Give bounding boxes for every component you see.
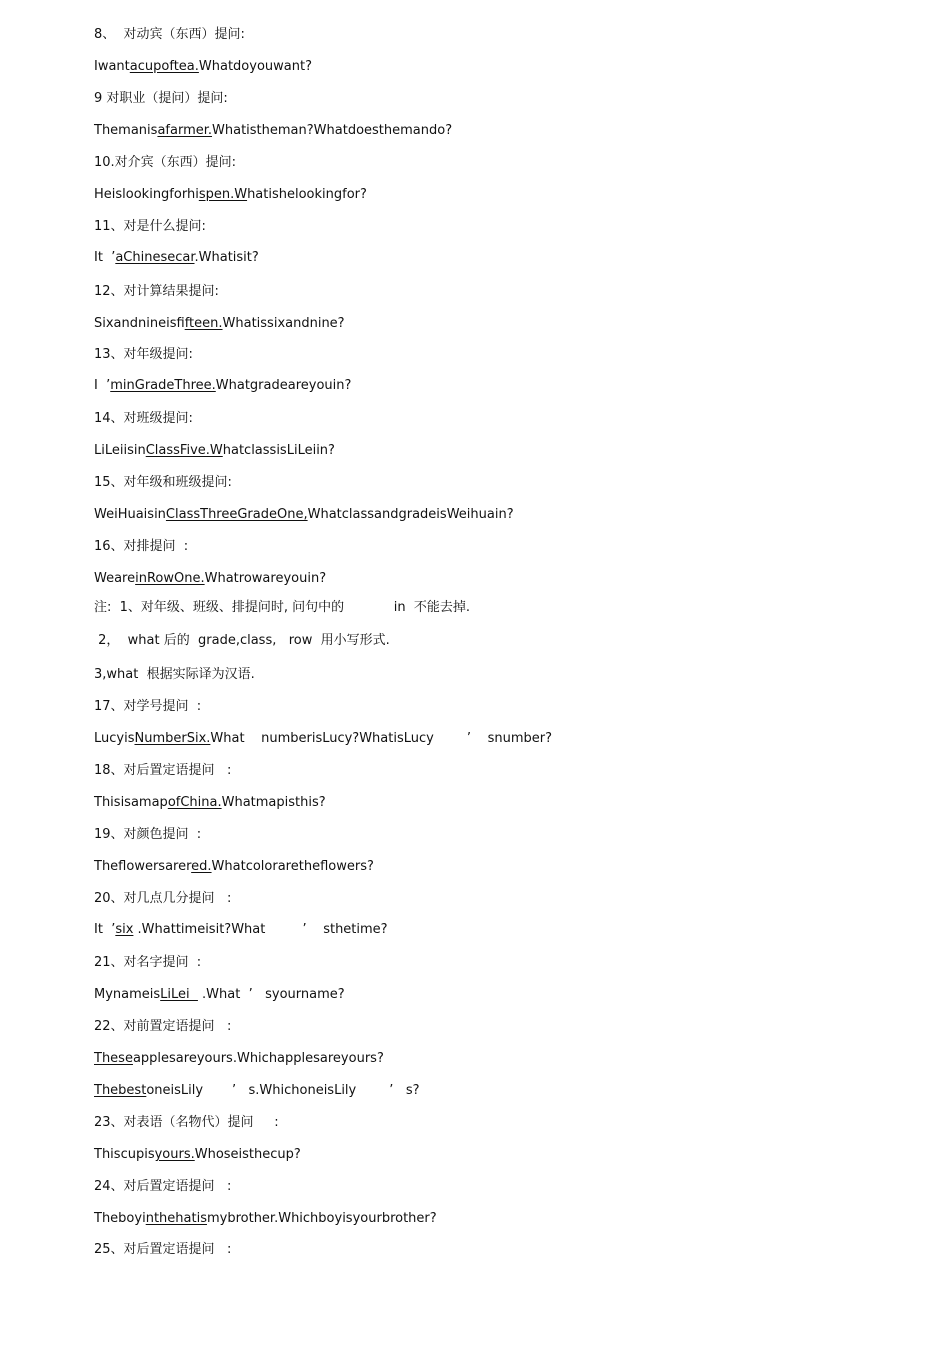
text-line [94,987,345,1003]
text-line [94,27,245,43]
text-line [94,1051,384,1067]
text-segment: Whatissixandnine? [222,316,345,331]
text-segment: Heislookingforhi [94,187,199,202]
underlined-answer: NumberSix. [134,731,211,746]
text-line [94,1083,420,1099]
text-segment: Whatistheman?Whatdoesthemando? [212,123,453,138]
text-line [94,922,388,938]
text-line [94,284,219,300]
text-line [94,955,201,971]
text-segment: I ’ [94,378,111,393]
text-segment: 20、对几点几分提问 : [94,891,232,906]
text-segment: Theflowersarer [94,859,192,874]
text-segment: 18、对后置定语提问 : [94,763,232,778]
text-segment: 15、对年级和班级提问: [94,475,232,490]
text-line [94,667,255,683]
text-segment: mybrother.Whichboyisyourbrother? [206,1211,437,1226]
text-line [94,699,201,715]
text-line [94,1179,231,1195]
text-line [94,347,193,363]
text-segment: Whatrowareyouin? [204,571,327,586]
text-line [94,1019,231,1035]
text-segment: Sixandnineisf [94,316,185,331]
text-segment: Whatcoloraretheflowers? [211,859,374,874]
underlined-answer: spen.W [198,187,248,202]
text-segment: oneisLily ’ s.WhichoneisLily ’ s? [146,1083,420,1098]
text-line [94,539,188,555]
text-line [94,250,259,266]
text-line [94,59,312,75]
text-segment: 9 对职业（提问）提问: [94,91,228,106]
text-segment: 11、对是什么提问: [94,219,206,234]
text-line [94,1147,301,1163]
text-line [94,219,206,235]
text-segment: 2， what 后的 grade,class, row 用小写形式. [94,633,390,648]
text-segment: Whatdoyouwant? [198,59,312,74]
text-segment: Lucyis [94,731,135,746]
text-segment: 17、对学号提问 : [94,699,202,714]
text-line [94,187,367,203]
text-segment: Whatgradeareyouin? [215,378,352,393]
text-segment: 16、对排提问 : [94,539,189,554]
text-segment: .Whattimeisit?What ’ sthetime? [133,922,388,937]
text-line [94,443,335,459]
text-segment: Whatmapisthis? [221,795,326,810]
text-segment: Thisisamap [94,795,168,810]
underlined-answer: nthehatis [145,1211,207,1226]
text-segment: applesareyours.Whichapplesareyours? [132,1051,384,1066]
text-segment: Themanis [94,123,158,138]
text-line [94,1115,279,1131]
underlined-answer: inRowOne. [135,571,205,586]
underlined-answer: minGradeThree. [110,378,216,393]
text-line [94,1211,437,1227]
text-line [94,475,232,491]
text-segment: WeiHuaisin [94,507,166,522]
underlined-answer: Thebest [94,1083,147,1098]
text-line [94,600,470,616]
text-line [94,827,201,843]
text-segment: Thiscupis [94,1147,155,1162]
text-segment: 12、对计算结果提问: [94,284,219,299]
text-line [94,507,514,523]
text-segment: 13、对年级提问: [94,347,193,362]
text-segment: 21、对名字提问 : [94,955,202,970]
text-segment: 14、对班级提问: [94,411,193,426]
text-segment: hatclassisLiLeiin? [222,443,335,458]
text-segment: Whoseisthecup? [194,1147,301,1162]
text-line [94,633,390,649]
text-segment: Weare [94,571,136,586]
text-line [94,731,552,747]
text-segment: Theboyi [94,1211,146,1226]
text-segment: .What ’ syourname? [197,987,345,1002]
text-segment: Iwant [94,59,130,74]
text-line [94,378,351,394]
text-segment: hatishelookingfor? [247,187,367,202]
text-line [94,123,452,139]
underlined-answer: ofChina. [167,795,222,810]
text-line [94,891,231,907]
text-segment: 3,what 根据实际译为汉语. [94,667,255,682]
underlined-answer: LiLei [160,987,198,1002]
underlined-answer: acupoftea. [129,59,199,74]
text-line [94,91,228,107]
text-segment: 22、对前置定语提问 : [94,1019,232,1034]
underlined-answer: aChinesecar [115,250,195,265]
text-segment: 25、对后置定语提问 : [94,1242,232,1257]
text-segment: 24、对后置定语提问 : [94,1179,232,1194]
text-segment: 注: 1、对年级、班级、排提问时, 问句中的 in 不能去掉. [94,600,471,615]
underlined-answer: ifteen. [184,316,223,331]
text-line [94,316,345,332]
text-line [94,411,193,427]
text-segment: What numberisLucy?WhatisLucy ’ snumber? [210,731,552,746]
text-segment: Mynameis [94,987,161,1002]
underlined-answer: yours. [154,1147,195,1162]
underlined-answer: six [115,922,134,937]
underlined-answer: ClassThreeGradeOne, [165,507,308,522]
text-line [94,155,236,171]
text-line [94,763,231,779]
text-segment: It ’ [94,922,116,937]
text-line [94,859,374,875]
underlined-answer: afarmer. [157,123,213,138]
text-segment: 19、对颜色提问 : [94,827,202,842]
underlined-answer: ClassFive.W [145,443,223,458]
text-line [94,571,326,587]
text-segment: WhatclassandgradeisWeihuain? [307,507,514,522]
text-segment: 23、对表语（名物代）提问 : [94,1115,279,1130]
text-line [94,795,326,811]
text-line [94,1242,231,1258]
underlined-answer: ed. [191,859,212,874]
underlined-answer: These [94,1051,133,1066]
text-segment: .Whatisit? [194,250,259,265]
text-segment: 10.对介宾（东西）提问: [94,155,237,170]
text-segment: It ’ [94,250,116,265]
text-segment: LiLeiisin [94,443,146,458]
text-segment: 8、 对动宾（东西）提问: [94,27,245,42]
